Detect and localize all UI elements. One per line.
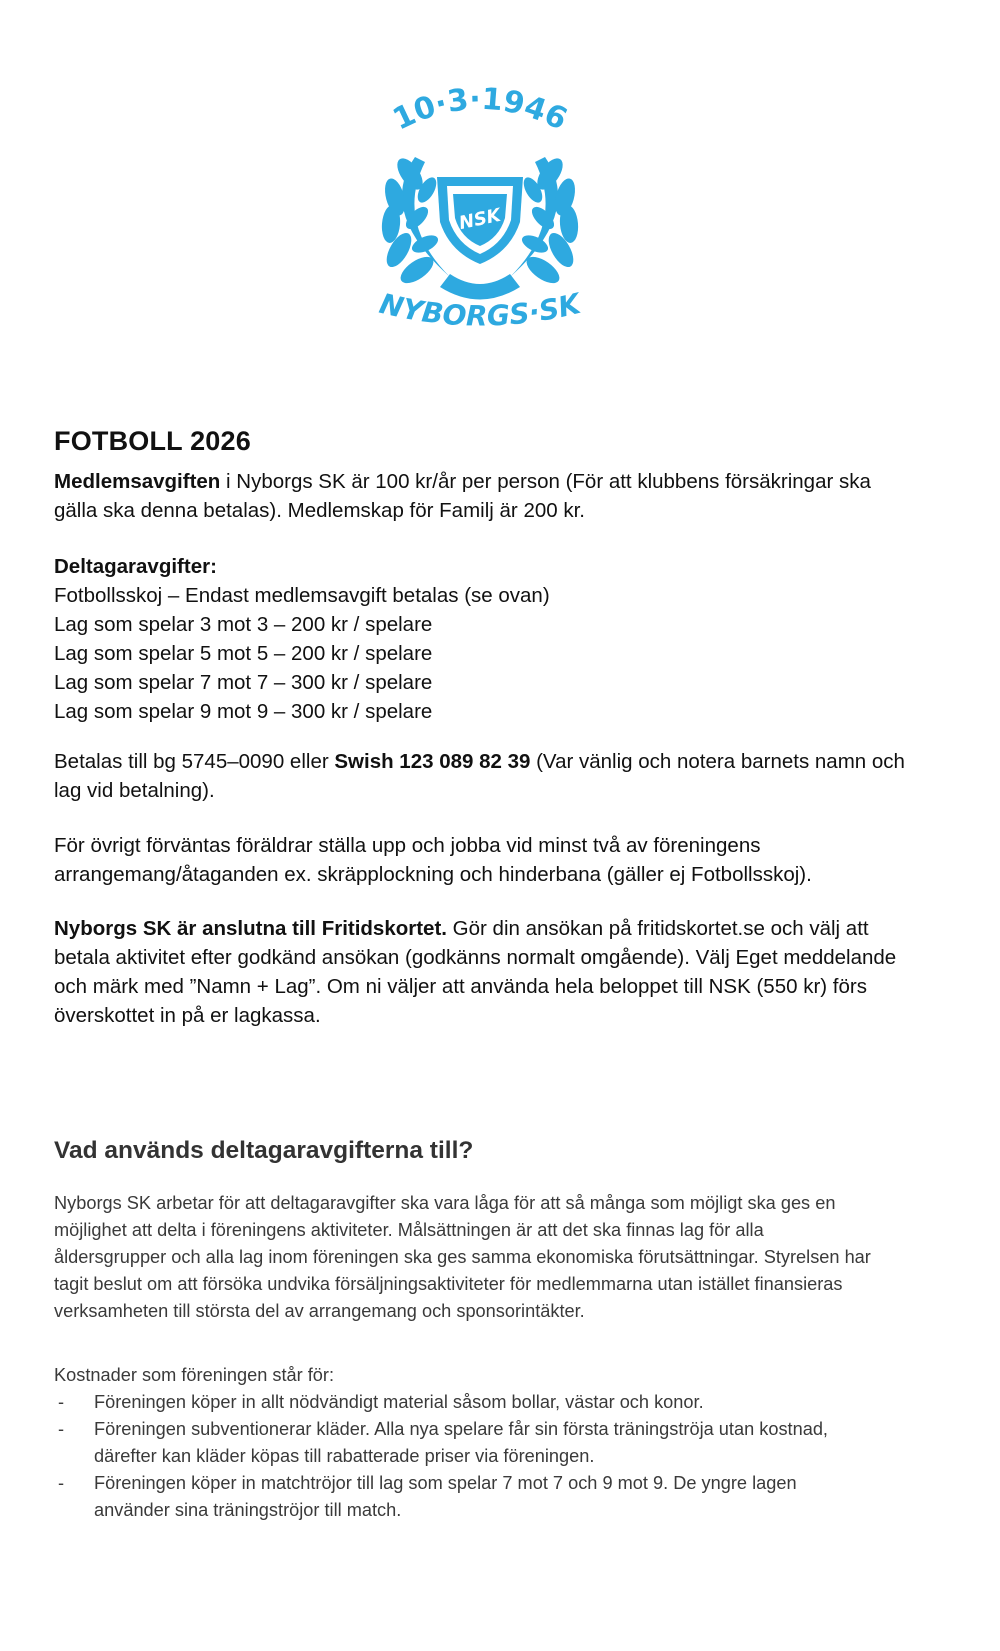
swish-number: Swish 123 089 82 39 [334,750,531,773]
fritids-line4: överskottet in på er lagkassa. [54,1004,321,1027]
fee-item: Lag som spelar 5 mot 5 – 200 kr / spelare [54,642,433,665]
usage-line: Nyborgs SK arbetar för att deltagaravgifter ska vara låga för att så många som möjligt ska ges en [54,1193,836,1213]
volunteer-paragraph [54,831,964,889]
list-item: - Föreningen köper in matchtröjor till lag som spelar 7 mot 7 och 9 mot 9. De yngre lagen använder sina träningströjor till match. [54,1470,964,1524]
usage-line: verksamheten till största del av arrangemang och sponsorintäkter. [54,1301,585,1321]
fritids-bold: Nyborgs SK är anslutna till Fritidskortet. [54,917,447,940]
fritids-line2: betala aktivitet efter godkänd ansökan (godkänns normalt omgående). Välj Eget meddelande [54,946,897,969]
membership-bold: Medlemsavgiften [54,470,221,493]
list-item: - Föreningen subventionerar kläder. Alla nya spelare får sin första träningströja utan kostnad, därefter kan kläder köpas till rabatterade priser via föreningen. [54,1416,964,1470]
payment-line2: lag vid betalning). [54,779,215,802]
volunteer-line2: arrangemang/åtaganden ex. skräpplockning och hinderbana (gäller ej Fotbollsskoj). [54,863,812,886]
payment-prefix: Betalas till bg 5745–0090 eller [54,750,335,773]
membership-line1: i Nyborgs SK är 100 kr/år per person (För att klubbens försäkringar ska [220,470,871,493]
usage-title: Vad används deltagaravgifterna till? [54,1137,474,1164]
payment-paragraph [54,747,964,805]
usage-line: möjlighet att delta i föreningens aktiviteter. Målsättningen är att det ska finnas lag för alla [54,1220,764,1240]
volunteer-line1: För övrigt förväntas föräldrar ställa upp och jobba vid minst två av föreningens [54,834,761,857]
list-item: - Föreningen köper in allt nödvändigt material såsom bollar, västar och konor. [54,1389,964,1416]
fee-item: Lag som spelar 9 mot 9 – 300 kr / spelare [54,700,433,723]
page-title: FOTBOLL 2026 [54,426,251,456]
costs-section [54,1362,964,1524]
logo-club-name-text: NYBORGS·SK [376,286,584,333]
fritidskortet-paragraph [54,914,964,1030]
svg-text:NSK: NSK [457,204,503,235]
fee-item: Lag som spelar 3 mot 3 – 200 kr / spelare [54,613,433,636]
fees-section [54,552,964,726]
dash-bullet: - [58,1473,65,1493]
usage-paragraph [54,1190,964,1325]
logo-date-text: 10·3·1946 [387,82,573,138]
usage-line: tagit beslut om att försöka undvika försäljningsaktiviteter för medlemmarna utan istället finansieras [54,1274,843,1294]
payment-suffix: (Var vänlig och notera barnets namn och [530,750,905,773]
costs-list [54,1389,964,1524]
usage-line: åldersgrupper och alla lag inom föreningen ska ges samma ekonomiska förutsättningar. Styrelsen har [54,1247,871,1267]
fees-title: Deltagaravgifter: [54,555,217,578]
membership-line2: gälla ska denna betalas). Medlemskap för Familj är 200 kr. [54,499,585,522]
fee-item: Fotbollsskoj – Endast medlemsavgift betalas (se ovan) [54,584,550,607]
nyborgs-sk-logo [355,82,605,352]
dash-bullet: - [58,1392,65,1412]
costs-title: Kostnader som föreningen står för: [54,1365,335,1385]
membership-paragraph [54,467,964,525]
shield-icon [437,177,523,264]
fritids-line3: och märk med ”Namn + Lag”. Om ni väljer att använda hela beloppet till NSK (550 kr) förs [54,975,867,998]
fritids-line1: Gör din ansökan på fritidskortet.se och välj att [446,917,869,940]
dash-bullet: - [58,1419,65,1439]
fee-item: Lag som spelar 7 mot 7 – 300 kr / spelare [54,671,433,694]
